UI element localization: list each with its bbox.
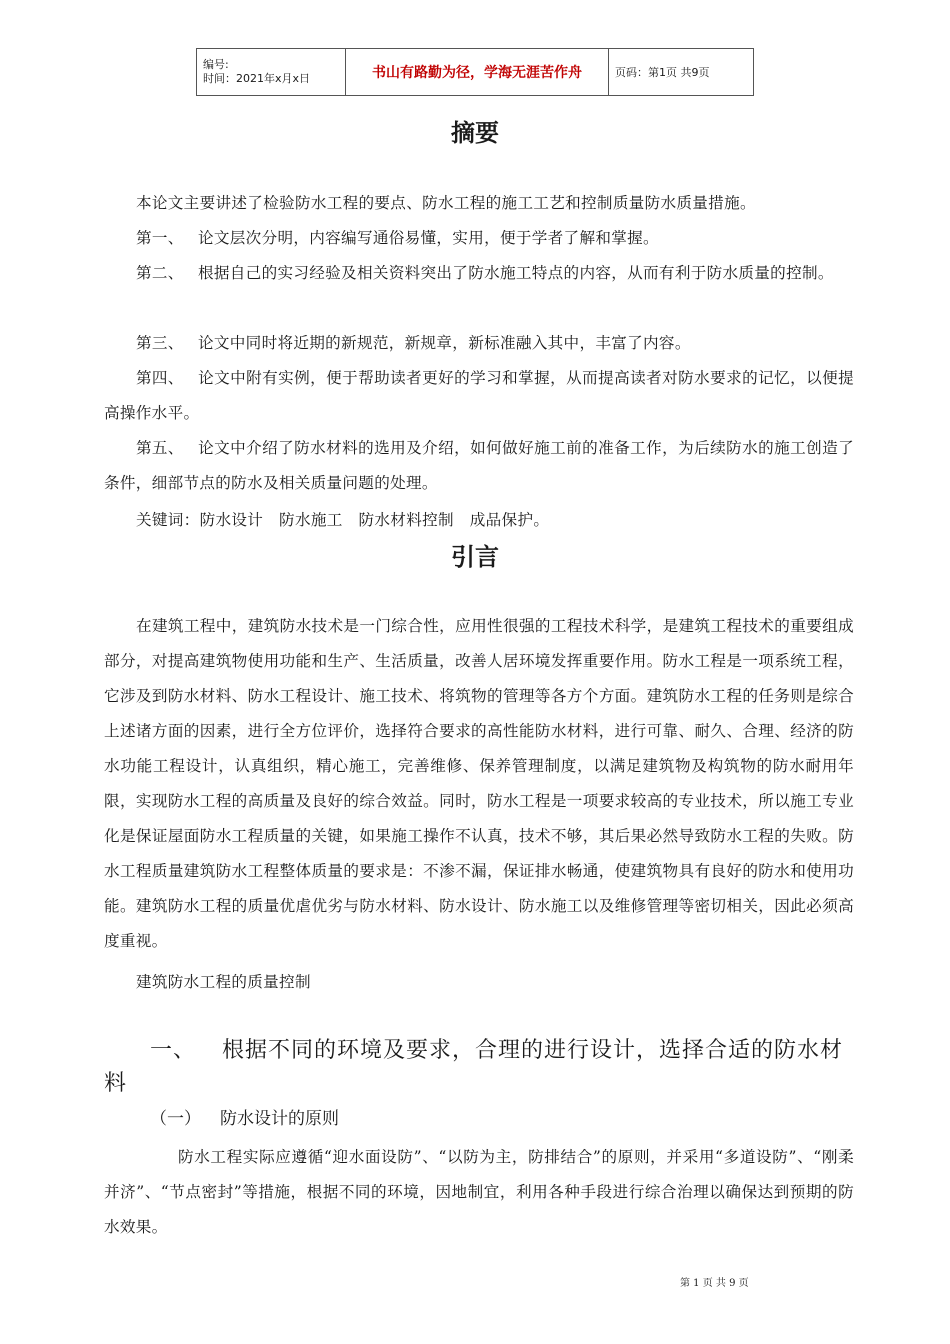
section-1-1-heading	[150, 1107, 339, 1131]
abstract-item-1-text: 论文层次分明，内容编写通俗易懂，实用，便于学者了解和掌握。	[198, 229, 659, 247]
abstract-item-4-text: 论文中附有实例，便于帮助读者更好的学习和掌握，从而提高读者对防水要求的记忆，以便提高操作水平。	[104, 369, 854, 422]
abstract-item-4-num: 第四、	[136, 369, 184, 387]
section-1-1-title: 防水设计的原则	[220, 1109, 339, 1129]
abstract-item-4	[104, 361, 854, 431]
abstract-item-3-text: 论文中同时将近期的新规范，新规章，新标准融入其中，丰富了内容。	[198, 334, 691, 352]
serial-label: 编号:	[203, 58, 229, 71]
header-page-info: 页码：第1页 共9页	[609, 49, 754, 96]
page-footer: 第 1 页 共 9 页	[680, 1278, 749, 1289]
header-meta-cell	[197, 49, 346, 96]
introduction-subtitle: 建筑防水工程的质量控制	[136, 973, 311, 991]
section-1-title: 根据不同的环境及要求，合理的进行设计，选择合适的防水材料	[104, 1038, 844, 1096]
section-1-heading	[104, 1034, 854, 1100]
section-1-1-body: 防水工程实际应遵循“迎水面设防”、“以防为主，防排结合”的原则，并采用“多道设防”、“刚柔并济”、“节点密封”等措施，根据不同的环境，因地制宜，利用各种手段进行综合治理以确保达到预期的防水效果。	[104, 1148, 854, 1236]
abstract-item-5	[104, 431, 854, 501]
abstract-item-1	[104, 221, 854, 256]
abstract-item-1-num: 第一、	[136, 229, 184, 247]
introduction-title: 引言	[451, 543, 499, 571]
header-motto: 书山有路勤为径，学海无涯苦作舟	[346, 49, 609, 96]
abstract-title: 摘要	[451, 119, 499, 147]
abstract-keywords: 关键词：防水设计 防水施工 防水材料控制 成品保护。	[136, 511, 550, 529]
abstract-item-5-num: 第五、	[136, 439, 184, 457]
abstract-item-3	[104, 326, 854, 361]
abstract-item-2-num: 第二、	[136, 264, 184, 282]
abstract-item-2-text: 根据自己的实习经验及相关资料突出了防水施工特点的内容，从而有利于防水质量的控制。	[198, 264, 834, 282]
page-header-table	[196, 48, 754, 96]
time-label: 时间：2021年x月x日	[203, 72, 311, 85]
section-1-num: 一、	[150, 1038, 197, 1063]
abstract-intro: 本论文主要讲述了检验防水工程的要点、防水工程的施工工艺和控制质量防水质量措施。	[136, 194, 756, 212]
abstract-item-3-num: 第三、	[136, 334, 184, 352]
abstract-item-2	[104, 256, 854, 291]
abstract-item-5-text: 论文中介绍了防水材料的选用及介绍，如何做好施工前的准备工作，为后续防水的施工创造了条件，细部节点的防水及相关质量问题的处理。	[104, 439, 854, 492]
introduction-body: 在建筑工程中，建筑防水技术是一门综合性，应用性很强的工程技术科学，是建筑工程技术的重要组成部分，对提高建筑物使用功能和生产、生活质量，改善人居环境发挥重要作用。防水工程是一项系统工程，它涉及到防水材料、防水工程设计、施工技术、将筑物的管理等各方个方面。建筑防水工程的任务则是综合上述诸方面的因素，进行全方位评价，选择符合要求的高性能防水材料，进行可靠、耐久、合理、经济的防水功能工程设计，认真组织，精心施工，完善维修、保养管理制度，以满足建筑物及构筑物的防水耐用年限，实现防水工程的高质量及良好的综合效益。同时，防水工程是一项要求较高的专业技术，所以施工专业化是保证屋面防水工程质量的关键，如果施工操作不认真，技术不够，其后果必然导致防水工程的失败。防水工程质量建筑防水工程整体质量的要求是：不渗不漏，保证排水畅通，使建筑物具有良好的防水和使用功能。建筑防水工程的质量优虐优劣与防水材料、防水设计、防水施工以及维修管理等密切相关，因此必须高度重视。	[104, 617, 854, 950]
section-1-1-num: （一）	[150, 1109, 201, 1129]
